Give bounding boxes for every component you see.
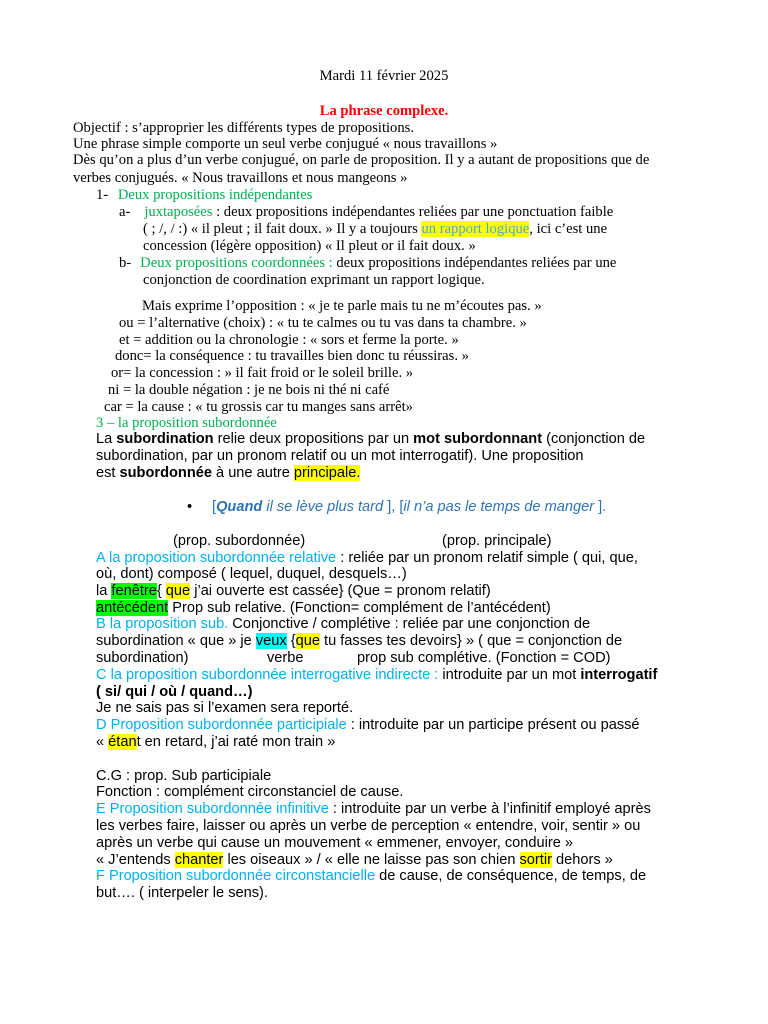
part-b-line-2: subordination « que » je veux {que tu fasses tes devoirs} » ( que = conjonction de	[96, 633, 623, 649]
subordination-line-2: subordination, par un pronom relatif ou un mot interrogatif). Une proposition	[96, 448, 584, 464]
part-c-line-1: C la proposition subordonnée interrogative indirecte : introduite par un mot interrogatif	[96, 667, 658, 683]
part-e-line-2: les verbes faire, laisser ou après un verbe de perception « entendre, voir, sentir » ou	[96, 818, 641, 834]
part-e-line-3: après un verbe qui cause un mouvement « emmener, envoyer, conduire »	[96, 835, 574, 851]
part-b-line-3a: subordination)	[96, 650, 189, 666]
objective-line: Objectif : s’approprier les différents types de propositions.	[73, 120, 414, 136]
example-sentence: [Quand il se lève plus tard ], [il n’a pas le temps de manger ].	[212, 499, 607, 515]
section-1-heading: 1- Deux propositions indépendantes	[96, 187, 313, 203]
document-title: La phrase complexe.	[319, 103, 449, 119]
label-subordonnee: (prop. subordonnée)	[173, 533, 306, 549]
part-b-line-3b: verbe	[267, 650, 304, 666]
part-c-line-2: ( si/ qui / où / quand…)	[96, 684, 253, 700]
part-c-example: Je ne sais pas si l’examen sera reporté.	[96, 700, 354, 716]
item-a-line-2: ( ; /, / :) « il pleut ; il fait doux. » Il y a toujours un rapport logique, ici c’est une	[143, 221, 608, 237]
item-a-line-1: a- juxtaposées : deux propositions indépendantes reliées par une ponctuation faible	[119, 204, 614, 220]
label-principale: (prop. principale)	[442, 533, 552, 549]
conj-et: et = addition ou la chronologie : « sors et ferme la porte. »	[119, 332, 459, 348]
part-b-line-1: B la proposition sub. Conjonctive / complétive : reliée par une conjonction de	[96, 616, 591, 632]
part-d-cg: C.G : prop. Sub participiale	[96, 768, 272, 784]
part-a-line-2: où, dont) composé ( lequel, duquel, desquels…)	[96, 566, 407, 582]
subordination-line-1: La subordination relie deux propositions par un mot subordonnant (conjonction de	[96, 431, 646, 447]
part-d-example: « étant en retard, j’ai raté mon train »	[96, 734, 336, 750]
conj-ou: ou = l’alternative (choix) : « tu te calmes ou tu vas dans ta chambre. »	[119, 315, 527, 331]
conj-car: car = la cause : « tu grossis car tu manges sans arrêt»	[104, 399, 413, 415]
conj-or: or= la concession : » il fait froid or le soleil brille. »	[111, 365, 414, 381]
part-d-fonction: Fonction : complément circonstanciel de cause.	[96, 784, 404, 800]
part-d-line-1: D Proposition subordonnée participiale : introduite par un participe présent ou passé	[96, 717, 640, 733]
conj-ni: ni = la double négation : je ne bois ni thé ni café	[108, 382, 390, 398]
part-f-line-2: but…. ( interpeler le sens).	[96, 885, 268, 901]
example-bullet: •	[187, 499, 193, 515]
part-a-line-1: A la proposition subordonnée relative : reliée par un pronom relatif simple ( qui, que,	[96, 550, 638, 566]
part-e-example: « J’entends chanter les oiseaux » / « elle ne laisse pas son chien sortir dehors »	[96, 852, 613, 868]
intro-line-3: Dès qu’on a plus d’un verbe conjugué, on parle de proposition. Il y a autant de propositions que de	[73, 152, 650, 168]
intro-line-4: verbes conjugués. « Nous travaillons et nous mangeons »	[73, 170, 408, 186]
document-date: Mardi 11 février 2025	[319, 68, 449, 84]
intro-line-2: Une phrase simple comporte un seul verbe conjugué « nous travaillons »	[73, 136, 498, 152]
section-3-heading: 3 – la proposition subordonnée	[96, 415, 277, 431]
part-a-example: la fenêtre{ que j’ai ouverte est cassée} (Que = pronom relatif)	[96, 583, 491, 599]
conj-mais: Mais exprime l’opposition : « je te parle mais tu ne m’écoutes pas. »	[142, 298, 542, 314]
subordination-line-3: est subordonnée à une autre principale.	[96, 465, 361, 481]
item-b-line-1: b- Deux propositions coordonnées : deux propositions indépendantes reliées par une	[119, 255, 617, 271]
part-a-annotation: antécédent Prop sub relative. (Fonction= complément de l’antécédent)	[96, 600, 551, 616]
part-b-line-3c: prop sub complétive. (Fonction = COD)	[357, 650, 611, 666]
item-b-line-2: conjonction de coordination exprimant un rapport logique.	[143, 272, 485, 288]
part-f-line-1: F Proposition subordonnée circonstancielle de cause, de conséquence, de temps, de	[96, 868, 647, 884]
conj-donc: donc= la conséquence : tu travailles bien donc tu réussiras. »	[115, 348, 469, 364]
part-e-line-1: E Proposition subordonnée infinitive : introduite par un verbe à l’infinitif employé après	[96, 801, 651, 817]
item-a-line-3: concession (légère opposition) « Il pleut or il fait doux. »	[143, 238, 476, 254]
